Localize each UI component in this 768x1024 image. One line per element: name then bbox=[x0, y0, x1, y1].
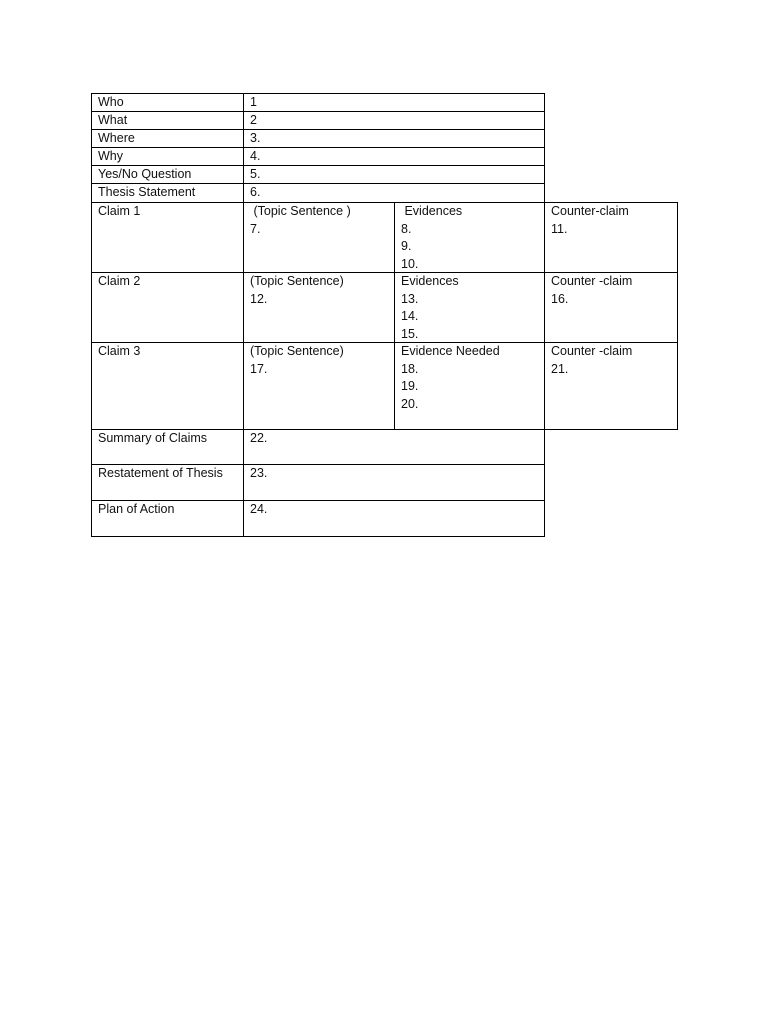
row-who-value: 1 bbox=[243, 93, 545, 112]
row-where-label: Where bbox=[91, 129, 244, 148]
evidence-item: 15. bbox=[401, 326, 419, 341]
evidence-item: 13. bbox=[401, 291, 419, 306]
counter-claim-item: 21. bbox=[551, 361, 569, 376]
topic-item: 12. bbox=[250, 291, 268, 306]
row-thesis-statement-value: 6. bbox=[243, 183, 545, 203]
row-yes-no-question-label: Yes/No Question bbox=[91, 165, 244, 184]
summary-of-claims-value: 22. bbox=[243, 429, 545, 465]
counter-claim-header: Counter -claim bbox=[551, 274, 633, 288]
row-thesis-statement-label: Thesis Statement bbox=[91, 183, 244, 203]
evidence-item: 9. bbox=[401, 239, 412, 253]
claim-2-label: Claim 2 bbox=[91, 272, 244, 343]
counter-claim-item: 16. bbox=[551, 291, 569, 306]
row-what-label: What bbox=[91, 111, 244, 130]
row-what-value: 2 bbox=[243, 111, 545, 130]
restatement-of-thesis-label: Restatement of Thesis bbox=[91, 464, 244, 501]
topic-sentence-header: (Topic Sentence) bbox=[250, 344, 344, 358]
row-yes-no-question-value: 5. bbox=[243, 165, 545, 184]
evidence-header: Evidences bbox=[401, 274, 459, 288]
claim-2-topic-sentence bbox=[243, 272, 395, 343]
row-why-label: Why bbox=[91, 147, 244, 166]
claim-1-label: Claim 1 bbox=[91, 202, 244, 273]
restatement-of-thesis-value: 23. bbox=[243, 464, 545, 501]
evidence-item: 8. bbox=[401, 221, 412, 236]
evidence-item: 14. bbox=[401, 309, 419, 323]
claim-3-label: Claim 3 bbox=[91, 342, 244, 430]
counter-claim-header: Counter-claim bbox=[551, 204, 629, 218]
counter-claim-header: Counter -claim bbox=[551, 344, 633, 358]
counter-claim-item: 11. bbox=[551, 221, 568, 236]
claim-1-evidences bbox=[394, 202, 545, 273]
plan-of-action-value: 24. bbox=[243, 500, 545, 537]
claim-1-topic-sentence bbox=[243, 202, 395, 273]
claim-3-evidences bbox=[394, 342, 545, 430]
evidence-header: Evidence Needed bbox=[401, 344, 500, 358]
topic-sentence-header: (Topic Sentence ) bbox=[250, 204, 351, 218]
topic-item: 17. bbox=[250, 361, 268, 376]
evidence-item: 18. bbox=[401, 361, 419, 376]
claim-2-evidences bbox=[394, 272, 545, 343]
claim-3-counter-claim bbox=[544, 342, 678, 430]
evidence-item: 10. bbox=[401, 256, 419, 271]
topic-sentence-header: (Topic Sentence) bbox=[250, 274, 344, 288]
claim-2-counter-claim bbox=[544, 272, 678, 343]
topic-item: 7. bbox=[250, 221, 261, 236]
row-where-value: 3. bbox=[243, 129, 545, 148]
evidence-item: 20. bbox=[401, 396, 419, 411]
row-who-label: Who bbox=[91, 93, 244, 112]
evidence-header: Evidences bbox=[401, 204, 463, 218]
row-why-value: 4. bbox=[243, 147, 545, 166]
claim-1-counter-claim bbox=[544, 202, 678, 273]
plan-of-action-label: Plan of Action bbox=[91, 500, 244, 537]
claim-3-topic-sentence bbox=[243, 342, 395, 430]
summary-of-claims-label: Summary of Claims bbox=[91, 429, 244, 465]
evidence-item: 19. bbox=[401, 379, 419, 393]
